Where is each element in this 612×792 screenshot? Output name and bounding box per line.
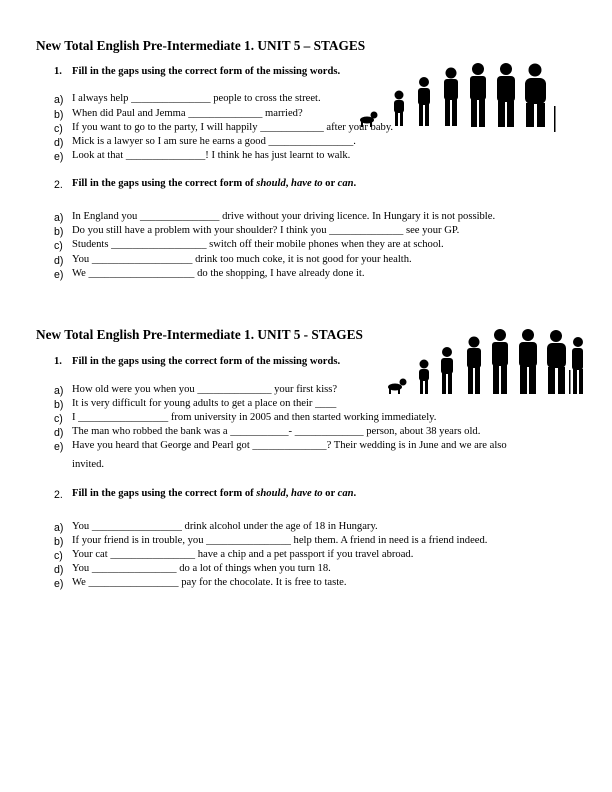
q1-item-label: a): [54, 385, 64, 397]
question-2-instruction: Fill in the gaps using the correct form of should, have to or can.: [72, 488, 357, 499]
q2-item-label: b): [54, 536, 64, 548]
q1-item-text: It is very difficult for young adults to get a place on their ____: [72, 398, 337, 409]
q1-item-label: a): [54, 94, 64, 106]
q2-item-label: c): [54, 550, 63, 562]
q2-item-label: e): [54, 269, 64, 281]
question-1-number: 1.: [54, 356, 62, 367]
q2-item-label: b): [54, 226, 64, 238]
q2-item-label: a): [54, 212, 64, 224]
q1-item-label: b): [54, 399, 64, 411]
q1-item-text: Mick is a lawyer so I am sure he earns a good ________________.: [72, 136, 356, 147]
question-1-instruction: Fill in the gaps using the correct form of the missing words.: [72, 356, 341, 367]
q1-item-text: When did Paul and Jemma ______________ married?: [72, 108, 303, 119]
question-2-number: 2.: [54, 179, 63, 191]
q2-item-label: d): [54, 564, 64, 576]
q2-item-label: c): [54, 240, 63, 252]
q1-item-label: d): [54, 427, 64, 439]
q2-item-text: You _________________ drink alcohol under the age of 18 in Hungary.: [72, 521, 378, 532]
q1-item-label: c): [54, 413, 63, 425]
q1-item-text-continuation: invited.: [72, 459, 105, 470]
q1-item-label: b): [54, 109, 64, 121]
worksheet-title-1: New Total English Pre-Intermediate 1. UNIT 5 – STAGES: [36, 38, 366, 53]
q1-item-label: e): [54, 441, 64, 453]
q1-item-text: The man who robbed the bank was a ___________- _____________ person, about 38 years old.: [72, 426, 481, 437]
q2-item-label: d): [54, 255, 64, 267]
q2-item-label: e): [54, 578, 64, 590]
q2-item-text: We _________________ pay for the chocolate. It is free to taste.: [72, 577, 347, 588]
question-1-number: 1.: [54, 66, 62, 77]
q1-item-label: c): [54, 123, 63, 135]
q1-item-text: Have you heard that George and Pearl got ______________? Their wedding is in June and we are also: [72, 440, 507, 451]
q2-item-text: You ___________________ drink too much coke, it is not good for your health.: [72, 254, 412, 265]
worksheet-title-2: New Total English Pre-Intermediate 1. UNIT 5 - STAGES: [36, 327, 363, 342]
question-2-instruction: Fill in the gaps using the correct form of should, have to or can.: [72, 178, 357, 189]
q2-item-text: In England you _______________ drive without your driving licence. In Hungary it is not possible.: [72, 211, 496, 222]
q1-item-label: e): [54, 151, 64, 163]
q2-item-label: a): [54, 522, 64, 534]
question-1-instruction: Fill in the gaps using the correct form of the missing words.: [72, 66, 341, 77]
q1-item-text: How old were you when you ______________ your first kiss?: [72, 384, 338, 395]
q2-item-text: You ________________ do a lot of things when you turn 18.: [72, 563, 331, 574]
q2-item-text: Do you still have a problem with your shoulder? I think you ______________ see your GP.: [72, 225, 460, 236]
q2-item-text: If your friend is in trouble, you ________________ help them. A friend in need is a friend indeed.: [72, 535, 488, 546]
q1-item-text: Look at that _______________! I think he has just learnt to walk.: [72, 150, 351, 161]
q1-item-text: I _________________ from university in 2005 and then started working immediately.: [72, 412, 437, 423]
q2-item-text: Your cat ________________ have a chip and a pet passport if you travel abroad.: [72, 549, 414, 560]
q1-item-label: d): [54, 137, 64, 149]
q2-item-text: Students __________________ switch off their mobile phones when they are at school.: [72, 239, 444, 250]
q1-item-text: If you want to go to the party, I will happily ____________ after your baby.: [72, 122, 394, 133]
q2-item-text: We ____________________ do the shopping, I have already done it.: [72, 268, 365, 279]
question-2-number: 2.: [54, 489, 63, 501]
q1-item-text: I always help _______________ people to cross the street.: [72, 93, 321, 104]
life-stages-silhouettes-icon: [382, 326, 582, 400]
